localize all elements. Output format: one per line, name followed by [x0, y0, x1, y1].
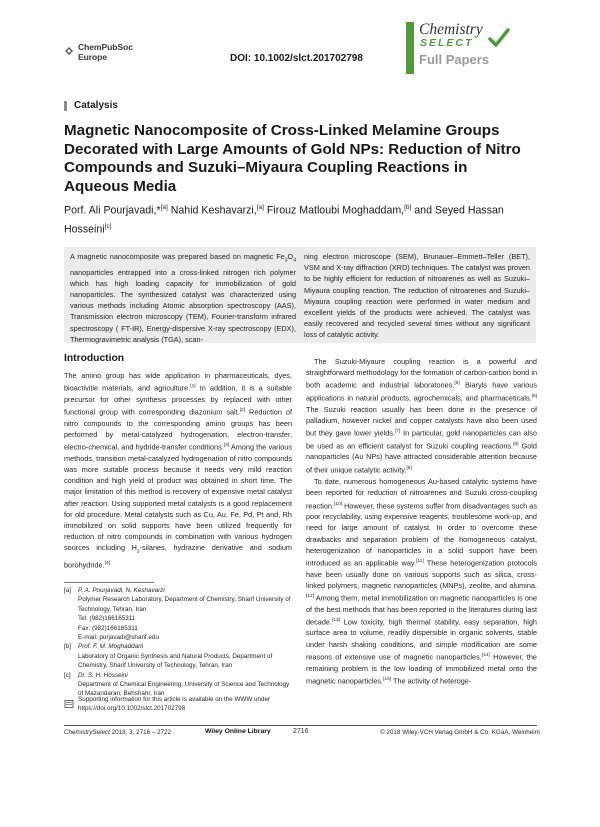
supporting-info-link[interactable]: Supporting information for this article is available on the WWW under https://doi.org/10.1002/slct.201702798 [78, 696, 271, 713]
publisher-logo [64, 43, 154, 69]
citation[interactable]: [3] [223, 443, 230, 449]
paragraph: To date, numerous homogeneous Au-based catalytic systems have been reported for reduction of nitroarenes and Suzuki cross-coupling reaction.[10] However, these systems suffer from disadvantages such as poor recyclability, using expensive reagents, troublesome work-up, and need for large amount of catalyst. In order to overcome these drawbacks and separation problem of the homogeneous catalyst, heterogenization of nanoparticles in a solid support have been introduced as an applicable way.[11] These heterogenization protocols have been usually done on various supports such as silica, cross-linked polymers, magnetic nanoparticles (MNPs), zeolite, and alumina.[12] Among them, metal immobilization on magnetic nanoparticles is one of the best methods that has been reported in the literatures during last decade.[13] Low toxicity, high thermal stability, easy separation, high surface area to volume, readily dispersible in organic solvents, stable under harsh shaking conditions, and simple modification are some reasons of extensive use of magnetic nanoparticles.[14] However, the remaining problem is the low loading of immobilized metal onto the magnetic nanoparticles.[15] The activity of heteroge- [306, 477, 537, 686]
chempubsoc-logo-icon [64, 46, 74, 56]
footer-divider [64, 725, 537, 726]
checkmark-icon [488, 28, 510, 48]
section-label: Catalysis [64, 101, 118, 111]
paragraph: The Suzuki-Miyaure coupling reaction is a powerful and straightforward methodology for the formation of carbon-carbon bond in both academic and industrial laboratories.[5] Biaryls have various applications in natural products, agrochemicals, and pharmaceticals.[6] The Suzuki reaction usually has been done in the presence of palladium, however nickel and copper catalysts have also been used but they gave lower yields.[7] In particular, gold nanoparticles can also be used as an efficient catalyst for Suzuki coupling reactions.[8] Gold nanoparticles (Au NPs) have attracted considerable attention because of their unique catalytic activity.[9] [306, 357, 537, 474]
citation[interactable]: [6] [531, 394, 537, 400]
author-affiliation: [c] [104, 223, 112, 231]
citation[interactable]: [12] [306, 594, 315, 600]
journal-logo [406, 22, 540, 74]
citation[interactable]: [9] [406, 465, 412, 471]
abstract-column-2: ning electron microscope (SEM), Brunauer–Emmett–Teller (BET), VSM and X-ray diffraction (XRD) techniques. The catalyst was proven to be highly efficient for reduction of nitroarenes as well as Suzuki–Miyaura coupling reaction. The reduction of nitroarenes and Suzuki–Miyaura coupling reaction were performed in water medium and excellent yields of the products were achieved. The catalyst was easily recovered and recycled several times without any significant loss of catalytic activity. [304, 252, 530, 340]
abstract-box [64, 247, 536, 343]
citation[interactable]: [13] [331, 617, 340, 623]
journal-color-bar [406, 22, 414, 74]
publisher-line1: ChemPubSoc [78, 42, 133, 52]
publisher-line2: Europe [78, 51, 108, 62]
author-affiliation: [a] [160, 204, 168, 211]
supporting-info-note [64, 695, 294, 714]
body-column-right [306, 356, 537, 687]
article-type: Full Papers [419, 52, 490, 67]
citation[interactable]: [11] [416, 558, 424, 564]
affiliation-footnotes: [a] P. A. Pourjavadi, N. Keshavarzi Polymer Research Laboratory, Department of Chemistry, Sharif University of Technology, Tehran, Iran Tel: (982)166165311 Fax: (982)166165311 E-mail: purjavadi@sharif.edu [b] Prof. F. M. Moghaddam Laboratory of Organic Synthesis and Natural Products, Department of Chemistry, Sharif University of Technology, Tehran, Iran [c] Dr. S. H. Hosseini Department of Chemical Engineering, University of Science and Technology of Mazandaran, Behshahr, Iran [64, 586, 294, 699]
author-affiliation: [b] [404, 204, 412, 211]
author-list [64, 200, 534, 238]
citation[interactable]: [15] [383, 676, 392, 682]
journal-name: Chemistry [419, 21, 483, 38]
wiley-online-library-link[interactable]: Wiley Online Library [205, 728, 271, 735]
corresponding-email[interactable]: E-mail: purjavadi@sharif.edu [78, 634, 159, 642]
author-name: Nahid Keshavarzi, [167, 204, 257, 217]
citation[interactable]: [8] [513, 441, 519, 447]
body-column-left [64, 370, 292, 572]
author-name: Firouz Matloubi Moghaddam, [263, 204, 405, 217]
footer-citation: ChemistrySelect 2018, 3, 2716 – 2722 [64, 729, 172, 736]
citation[interactable]: [1] [190, 384, 196, 390]
paragraph: The amino group has wide application in pharmaceuticals, dyes, bioactivitie materials, and agriculture.[1] In addition, it is a suitable precursor for other synthesis processes by replaced with other functional group with corresponding diazonium salt.[2] Reduction of nitro compounds to the corresponding amino groups has been performed by metal-catalyzed hydrogenation, electron-transfer, electro-chemical, and hydride-transfer conditions.[3] Among the various methods, transition metal-catalyzed hydrogenation of nitro compounds was more suitable process because it needs very mild reaction condition and high yield of product was obtained in short time. The major limitation of this method is recovery of expensive metal catalyst after reaction. Using supported metal catalysts is a good replacement for old procedure. Metal catalysts such as Cu, Au, Fe, Pd, Pt and, Rh immobilized on solid supports have been utilized frequently for reduction of nitro compounds in combination with various hydrogen sources including $H_2$-silanes, hydrazine derivative and sodium borohydride.[4] [64, 371, 292, 570]
abstract-column-1: A magnetic nanocomposite was prepared based on magnetic $Fe_3O_4$ nanoparticles entrapped into a cross-linked nitrogen rich polymer which has high loading capacity for immobilization of gold nanoparticles. The synthesized catalyst was characterized using various methods including Atomic absorption spectroscopy (AAS), Transmission electron microscopy (TEM), Fourier-transform infrared spectroscopy ( FT-IR), Energy-dispersive X-ray spectroscopy (EDX), Thermogravimetric analysis (TGA), scan- [70, 252, 296, 344]
journal-subname: SELECT [420, 37, 474, 49]
author-name: Porf. Ali Pourjavadi,* [64, 204, 161, 217]
article-title: Magnetic Nanocomposite of Cross-Linked Melamine Groups Decorated with Large Amounts of Gold NPs: Reduction of Nitro Compounds and Suzuki–Miyaura Coupling Reactions in Aqueous Media [64, 122, 521, 195]
citation[interactable]: [10] [334, 501, 343, 507]
citation[interactable]: [2] [239, 408, 246, 414]
author-name: and Seyed Hassan Hosseini [64, 204, 504, 236]
citation[interactable]: [5] [454, 381, 460, 387]
supporting-info-icon [64, 695, 78, 714]
footnote-b: [b] Prof. F. M. Moghaddam [64, 643, 144, 651]
citation[interactable]: [4] [104, 560, 110, 566]
footnote-divider [64, 582, 154, 583]
doi[interactable]: DOI: 10.1002/slct.201702798 [230, 53, 363, 64]
citation[interactable]: [7] [394, 429, 401, 435]
footnote-c: [c] Dr. S. H. Hosseini [64, 671, 128, 679]
citation[interactable]: [14] [481, 652, 490, 658]
section-heading-introduction: Introduction [64, 353, 125, 364]
copyright: © 2018 Wiley-VCH Verlag GmbH & Co. KGaA, Weinheim [380, 729, 540, 736]
author-affiliation: [a] [256, 204, 264, 211]
page-number: 2716 [293, 728, 309, 735]
publisher-name [78, 43, 133, 62]
footnote-a: [a] P. A. Pourjavadi, N. Keshavarzi [64, 587, 165, 594]
